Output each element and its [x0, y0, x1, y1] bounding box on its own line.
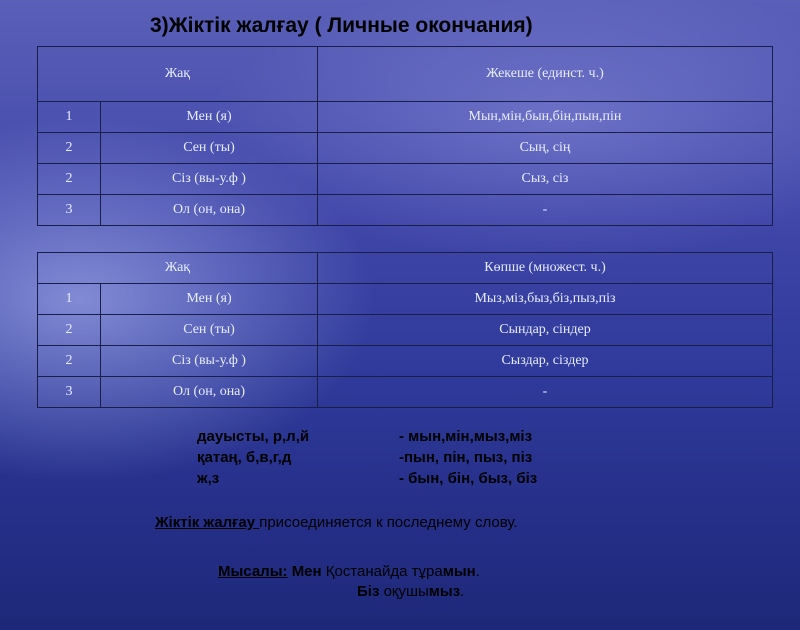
example-ending: мыз [428, 583, 461, 600]
rule-row [197, 447, 617, 468]
pronoun: Ол (он, она) [101, 195, 318, 226]
table-row [38, 284, 773, 315]
rule-endings: - мын,мін,мыз,міз [399, 428, 533, 445]
table-row [38, 133, 773, 164]
rule-row [197, 468, 617, 489]
pronoun: Сен (ты) [101, 315, 318, 346]
pronoun: Сіз (вы-у.ф ) [101, 164, 318, 195]
example-stem: Қостанайда тұра [321, 563, 443, 580]
ending: Сыздар, сіздер [318, 346, 773, 377]
example-line-2 [357, 583, 464, 600]
ending: - [318, 377, 773, 408]
rule-note [155, 514, 518, 531]
pronoun: Сен (ты) [101, 133, 318, 164]
example-pronoun: Мен [291, 563, 322, 580]
table-row [38, 195, 773, 226]
person-number: 2 [38, 346, 101, 377]
example-label: Мысалы: [218, 563, 288, 580]
table-header-row [38, 47, 773, 102]
person-number: 3 [38, 377, 101, 408]
ending: Мын,мін,бын,бін,пын,пін [318, 102, 773, 133]
table-row [38, 102, 773, 133]
ending-rules [197, 426, 617, 489]
ending: Сыз, сіз [318, 164, 773, 195]
pronoun: Сіз (вы-у.ф ) [101, 346, 318, 377]
example-pronoun: Біз [357, 583, 380, 600]
example-period: . [475, 563, 480, 580]
person-header: Жақ [38, 253, 318, 284]
example-stem: оқушы [379, 583, 429, 600]
rule-row [197, 426, 617, 447]
person-number: 2 [38, 315, 101, 346]
table-row [38, 315, 773, 346]
plural-header: Көпше (множест. ч.) [318, 253, 773, 284]
rule-endings: -пын, пін, пыз, піз [399, 449, 533, 466]
table-row [38, 346, 773, 377]
person-number: 3 [38, 195, 101, 226]
singular-header: Жекеше (единст. ч.) [318, 47, 773, 102]
pronoun: Ол (он, она) [101, 377, 318, 408]
person-number: 1 [38, 284, 101, 315]
person-header: Жақ [38, 47, 318, 102]
table-row [38, 164, 773, 195]
person-number: 1 [38, 102, 101, 133]
rule-endings: - бын, бін, быз, біз [399, 470, 538, 487]
table-header-row [38, 253, 773, 284]
ending: Сың, сің [318, 133, 773, 164]
example-period: . [460, 583, 465, 600]
ending: - [318, 195, 773, 226]
ending: Мыз,міз,быз,біз,пыз,піз [318, 284, 773, 315]
plural-endings-table [37, 252, 773, 408]
pronoun: Мен (я) [101, 102, 318, 133]
rule-letters: ж,з [197, 470, 220, 487]
person-number: 2 [38, 164, 101, 195]
ending: Сындар, сіндер [318, 315, 773, 346]
pronoun: Мен (я) [101, 284, 318, 315]
table-row [38, 377, 773, 408]
note-term: Жіктік жалғау [155, 514, 260, 531]
rule-letters: дауысты, р,л,й [197, 428, 310, 445]
person-number: 2 [38, 133, 101, 164]
page-title: 3)Жіктік жалғау ( Личные окончания) [150, 14, 533, 37]
singular-endings-table [37, 46, 773, 226]
example-ending: мын [442, 563, 476, 580]
note-text: присоединяется к последнему слову. [259, 514, 518, 531]
rule-letters: қатаң, б,в,г,д [197, 449, 292, 466]
example-line-1 [218, 563, 480, 580]
